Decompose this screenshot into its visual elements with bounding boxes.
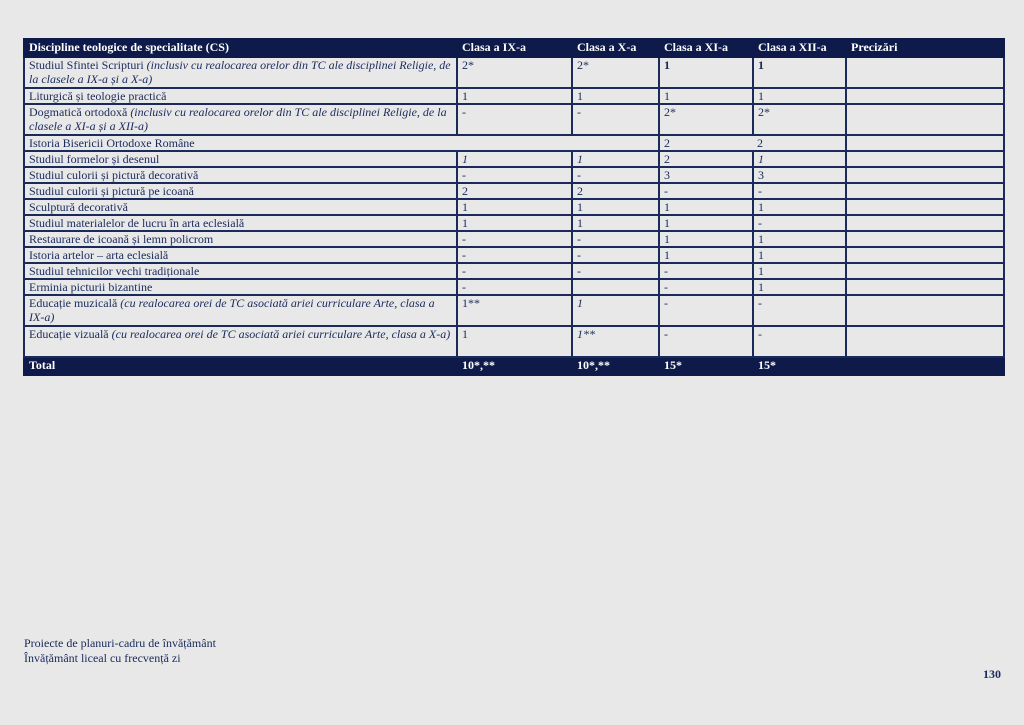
notes-cell bbox=[846, 231, 1004, 247]
table-row bbox=[24, 88, 1004, 104]
value-cell-12: 1 bbox=[753, 279, 846, 295]
value-cell-9: 1 bbox=[457, 199, 572, 215]
value-cell-10: 1 bbox=[572, 295, 659, 326]
value-cell-9: - bbox=[457, 231, 572, 247]
subject-cell: Studiul Sfintei Scripturi (inclusiv cu realocarea orelor din TC ale disciplinei Religie, de la clasele a IX-a și a X-a) bbox=[24, 57, 457, 88]
value-cell-12: 1 bbox=[753, 263, 846, 279]
value-cell-10: 1 bbox=[572, 88, 659, 104]
value-cell-9: - bbox=[457, 263, 572, 279]
notes-cell bbox=[846, 104, 1004, 135]
subject-cell: Studiul culorii și pictură pe icoană bbox=[24, 183, 457, 199]
notes-cell bbox=[846, 279, 1004, 295]
value-cell-10: - bbox=[572, 231, 659, 247]
header-class-12: Clasa a XII-a bbox=[753, 39, 846, 57]
value-cell-11: 2 bbox=[659, 135, 753, 151]
notes-cell bbox=[846, 199, 1004, 215]
total-class-9: 10*,** bbox=[457, 357, 572, 375]
value-cell-9: 1 bbox=[457, 326, 572, 357]
value-cell-9: - bbox=[457, 104, 572, 135]
value-cell-12: 2* bbox=[753, 104, 846, 135]
value-cell-12: 1 bbox=[753, 151, 846, 167]
notes-cell bbox=[846, 263, 1004, 279]
value-cell-11: - bbox=[659, 263, 753, 279]
total-label: Total bbox=[24, 357, 457, 375]
table-header-row bbox=[24, 39, 1004, 57]
subject-cell: Sculptură decorativă bbox=[24, 199, 457, 215]
header-notes: Precizări bbox=[846, 39, 1004, 57]
subject-cell: Studiul materialelor de lucru în arta eclesială bbox=[24, 215, 457, 231]
value-cell-10: 1 bbox=[572, 215, 659, 231]
value-cell-11: 3 bbox=[659, 167, 753, 183]
table-row bbox=[24, 279, 1004, 295]
notes-cell bbox=[846, 326, 1004, 357]
value-cell-11: 1 bbox=[659, 231, 753, 247]
value-cell-9: 1 bbox=[457, 88, 572, 104]
value-cell-11: 2* bbox=[659, 104, 753, 135]
value-cell-11: 1 bbox=[659, 199, 753, 215]
page-number: 130 bbox=[983, 667, 1001, 681]
notes-cell bbox=[846, 88, 1004, 104]
table-row bbox=[24, 263, 1004, 279]
total-class-11: 15* bbox=[659, 357, 753, 375]
value-cell-11: - bbox=[659, 183, 753, 199]
table-row bbox=[24, 231, 1004, 247]
value-cell-10: - bbox=[572, 104, 659, 135]
subject-cell: Educație muzicală (cu realocarea orei de TC asociată ariei curriculare Arte, clasa a IX-a) bbox=[24, 295, 457, 326]
value-cell-12: 1 bbox=[753, 231, 846, 247]
notes-cell bbox=[846, 135, 1004, 151]
table-row bbox=[24, 167, 1004, 183]
header-class-11: Clasa a XI-a bbox=[659, 39, 753, 57]
value-cell-9: - bbox=[457, 247, 572, 263]
value-cell-11: 1 bbox=[659, 88, 753, 104]
value-cell-12: 1 bbox=[753, 88, 846, 104]
value-cell-12: - bbox=[753, 326, 846, 357]
value-cell-12: - bbox=[753, 215, 846, 231]
value-cell-10: - bbox=[572, 167, 659, 183]
footer-line-2: Învățământ liceal cu frecvență zi bbox=[24, 651, 181, 665]
value-cell-9: 1 bbox=[457, 151, 572, 167]
value-cell-12: 1 bbox=[753, 57, 846, 88]
table-row bbox=[24, 295, 1004, 326]
table-row bbox=[24, 151, 1004, 167]
value-cell-11: 1 bbox=[659, 57, 753, 88]
value-cell-12: 1 bbox=[753, 199, 846, 215]
value-cell-11: 1 bbox=[659, 247, 753, 263]
value-cell-11: - bbox=[659, 326, 753, 357]
notes-cell bbox=[846, 215, 1004, 231]
total-class-10: 10*,** bbox=[572, 357, 659, 375]
table-row bbox=[24, 104, 1004, 135]
value-cell-9: - bbox=[457, 167, 572, 183]
table-row bbox=[24, 199, 1004, 215]
value-cell-11: - bbox=[659, 295, 753, 326]
value-cell-10: 2* bbox=[572, 57, 659, 88]
table-row bbox=[24, 135, 1004, 151]
header-class-10: Clasa a X-a bbox=[572, 39, 659, 57]
notes-cell bbox=[846, 247, 1004, 263]
page-footer bbox=[24, 636, 216, 666]
value-cell-12: - bbox=[753, 295, 846, 326]
value-cell-12: 1 bbox=[753, 247, 846, 263]
value-cell-11: 1 bbox=[659, 215, 753, 231]
value-cell-9: 1** bbox=[457, 295, 572, 326]
subject-cell: Dogmatică ortodoxă (inclusiv cu realocarea orelor din TC ale disciplinei Religie, de la clasele a XI-a și a XII-a) bbox=[24, 104, 457, 135]
value-cell-10 bbox=[572, 279, 659, 295]
value-cell-9: 1 bbox=[457, 215, 572, 231]
notes-cell bbox=[846, 57, 1004, 88]
subject-cell: Studiul culorii și pictură decorativă bbox=[24, 167, 457, 183]
total-row bbox=[24, 357, 1004, 375]
notes-cell bbox=[846, 295, 1004, 326]
value-cell-11: - bbox=[659, 279, 753, 295]
value-cell-9: - bbox=[457, 279, 572, 295]
value-cell-12: - bbox=[753, 183, 846, 199]
subject-cell: Erminia picturii bizantine bbox=[24, 279, 457, 295]
value-cell-10: 1 bbox=[572, 199, 659, 215]
table-row bbox=[24, 326, 1004, 357]
footer-line-1: Proiecte de planuri-cadru de învățământ bbox=[24, 636, 216, 650]
subject-cell: Educație vizuală (cu realocarea orei de TC asociată ariei curriculare Arte, clasa a X-a) bbox=[24, 326, 457, 357]
notes-cell bbox=[846, 151, 1004, 167]
curriculum-table bbox=[23, 38, 1005, 376]
value-cell-10: - bbox=[572, 263, 659, 279]
subject-cell: Studiul formelor și desenul bbox=[24, 151, 457, 167]
subject-cell: Restaurare de icoană și lemn policrom bbox=[24, 231, 457, 247]
subject-cell: Liturgică și teologie practică bbox=[24, 88, 457, 104]
value-cell-12: 2 bbox=[753, 135, 846, 151]
value-cell-10: - bbox=[572, 247, 659, 263]
table-row bbox=[24, 247, 1004, 263]
table-row bbox=[24, 215, 1004, 231]
value-cell-9: 2* bbox=[457, 57, 572, 88]
total-class-12: 15* bbox=[753, 357, 846, 375]
table-row bbox=[24, 57, 1004, 88]
subject-cell: Istoria artelor – arta eclesială bbox=[24, 247, 457, 263]
value-cell-10: 2 bbox=[572, 183, 659, 199]
header-class-9: Clasa a IX-a bbox=[457, 39, 572, 57]
notes-cell bbox=[846, 183, 1004, 199]
value-cell-10: 1 bbox=[572, 151, 659, 167]
value-cell-12: 3 bbox=[753, 167, 846, 183]
notes-cell bbox=[846, 167, 1004, 183]
value-cell-11: 2 bbox=[659, 151, 753, 167]
subject-cell: Studiul tehnicilor vechi tradiționale bbox=[24, 263, 457, 279]
header-discipline: Discipline teologice de specialitate (CS) bbox=[24, 39, 457, 57]
value-cell-10: 1** bbox=[572, 326, 659, 357]
value-cell-9: 2 bbox=[457, 183, 572, 199]
subject-cell: Istoria Bisericii Ortodoxe Române bbox=[24, 135, 659, 151]
table-row bbox=[24, 183, 1004, 199]
total-notes bbox=[846, 357, 1004, 375]
